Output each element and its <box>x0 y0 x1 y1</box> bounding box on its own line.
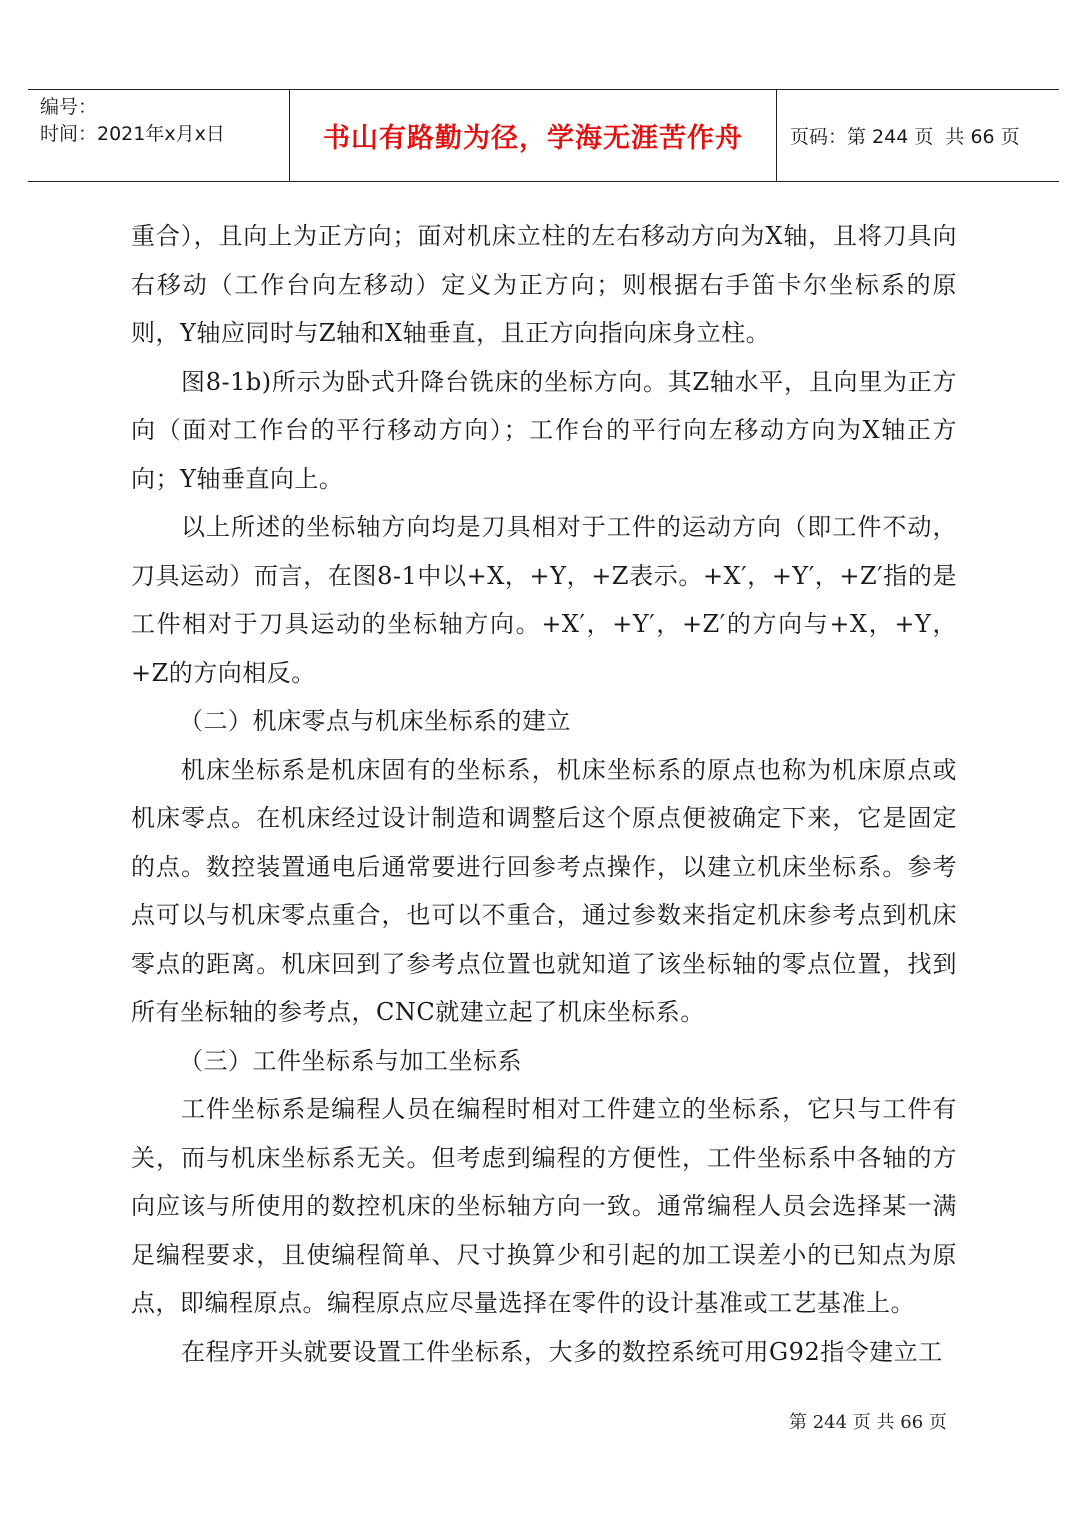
header-motto: 书山有路勤为径，学海无涯苦作舟 <box>323 123 743 154</box>
document-time: 时间：2021年x月x日 <box>40 123 225 145</box>
page-footer: 第 244 页 共 66 页 <box>789 1412 947 1433</box>
paragraph: 在程序开头就要设置工件坐标系，大多的数控系统可用G92指令建立工 <box>181 1337 943 1366</box>
page-header <box>28 89 1059 182</box>
section-heading: （二）机床零点与机床坐标系的建立 <box>179 707 571 735</box>
section-heading: （三）工件坐标系与加工坐标系 <box>179 1046 522 1075</box>
paragraph: 以上所述的坐标轴方向均是刀具相对于工件的运动方向（即工件不动，刀具运动）而言，在图8-1中以+X，+Y，+Z表示。+X′，+Y′，+Z′指的是工件相对于刀具运动的坐标轴方向。+X′，+Y′，+Z′的方向与+X，+Y，+Z的方向相反。 <box>131 513 957 687</box>
header-motto-cell <box>290 90 777 181</box>
paragraph: 工件坐标系是编程人员在编程时相对工件建立的坐标系，它只与工件有关，而与机床坐标系无关。但考虑到编程的方便性，工件坐标系中各轴的方向应该与所使用的数控机床的坐标轴方向一致。通常编程人员会选择某一满足编程要求，且使编程简单、尺寸换算少和引起的加工误差小的已知点为原点，即编程原点。编程原点应尽量选择在零件的设计基准或工艺基准上。 <box>131 1095 957 1317</box>
header-page-code: 页码：第 244 页 共 66 页 <box>790 126 1020 148</box>
paragraph: 图8-1b)所示为卧式升降台铣床的坐标方向。其Z轴水平，且向里为正方向（面对工作台的平行移动方向）；工作台的平行向左移动方向为X轴正方向；Y轴垂直向上。 <box>131 367 957 493</box>
header-meta <box>28 90 290 181</box>
document-number-label: 编号： <box>40 96 98 118</box>
document-body <box>131 212 957 1376</box>
paragraph: 机床坐标系是机床固有的坐标系，机床坐标系的原点也称为机床原点或机床零点。在机床经过设计制造和调整后这个原点便被确定下来，它是固定的点。数控装置通电后通常要进行回参考点操作，以建立机床坐标系。参考点可以与机床零点重合，也可以不重合，通过参数来指定机床参考点到机床零点的距离。机床回到了参考点位置也就知道了该坐标轴的零点位置，找到所有坐标轴的参考点，CNC就建立起了机床坐标系。 <box>131 755 957 1026</box>
paragraph-continuation: 重合），且向上为正方向；面对机床立柱的左右移动方向为X轴，且将刀具向右移动（工作台向左移动）定义为正方向；则根据右手笛卡尔坐标系的原则，Y轴应同时与Z轴和X轴垂直，且正方向指向床身立柱。 <box>131 222 957 347</box>
